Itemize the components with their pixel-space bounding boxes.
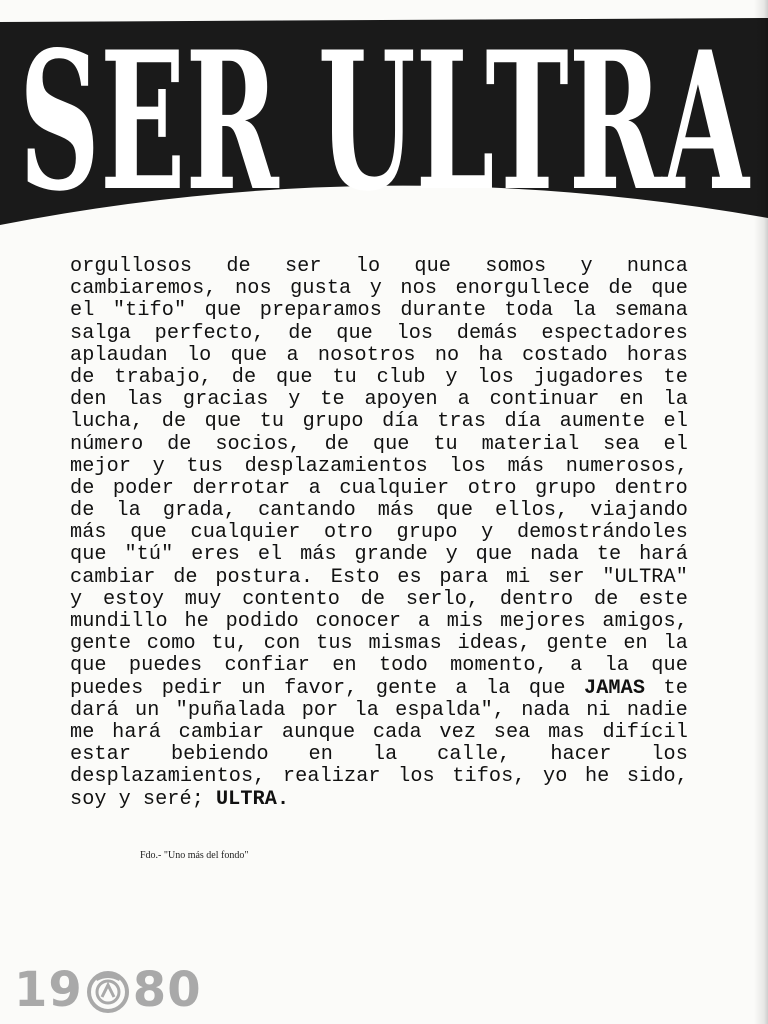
word: a [417, 610, 431, 633]
logo-digits-left: 19 [14, 962, 83, 1018]
word: muy [184, 587, 222, 611]
word: calle, [437, 743, 511, 767]
word: te [663, 365, 688, 389]
word: un [241, 676, 266, 700]
word: que [651, 654, 688, 678]
word: a [570, 654, 583, 678]
word: trabajo, [114, 365, 212, 389]
word: "ULTRA" [602, 565, 688, 589]
word: viajando [590, 499, 688, 523]
word: "tifo" [112, 299, 187, 323]
word: durante [400, 299, 486, 323]
word: lo [355, 255, 381, 278]
word: que [651, 277, 688, 301]
word: y [580, 255, 593, 278]
word: estar [70, 743, 132, 767]
word: somos [485, 255, 547, 278]
word: otro [324, 521, 373, 545]
word: jugadores [533, 365, 644, 389]
word: he [184, 610, 209, 633]
word: sea [603, 432, 640, 456]
word: la [486, 676, 511, 700]
word: de [324, 432, 350, 456]
word: tu [433, 432, 458, 456]
word: JAMAS [584, 676, 646, 700]
word: gente [70, 632, 132, 656]
word: lo [186, 343, 212, 367]
word: que [372, 432, 410, 456]
text-line [70, 766, 688, 788]
word: bebiendo [170, 743, 269, 767]
word: el [70, 299, 95, 323]
word: apoyen [364, 388, 438, 412]
word: la [571, 299, 597, 323]
word: de [70, 476, 95, 500]
word: nada [530, 543, 579, 567]
word: como [146, 632, 196, 656]
word: realizar [282, 765, 381, 789]
word: tus [186, 454, 224, 478]
word: la [604, 654, 629, 678]
word: cambiar [178, 720, 265, 744]
word: seré; [142, 787, 204, 811]
word: los [398, 765, 435, 789]
word: puedes [128, 654, 203, 678]
word: en [619, 388, 644, 412]
word: confiar [224, 654, 310, 678]
word: y [288, 388, 301, 412]
word: cambiar [70, 565, 156, 589]
word: postura. [215, 565, 314, 589]
banner-graphic [0, 0, 768, 230]
word: den [70, 388, 107, 412]
word: en [623, 632, 648, 656]
word: mejores [500, 610, 586, 633]
word: nadie [626, 698, 688, 722]
text-line [70, 478, 688, 500]
word: día [504, 410, 542, 434]
word: momento, [450, 654, 548, 678]
word: un [135, 698, 160, 722]
word: de [608, 277, 633, 301]
word: grupo [535, 476, 597, 500]
text-line [70, 434, 688, 456]
word: cambiaremos, [70, 277, 217, 301]
word: soy [70, 787, 107, 811]
word: a [457, 388, 470, 412]
word: que [70, 654, 107, 678]
word: hará [112, 720, 161, 744]
word: en [308, 743, 333, 767]
word: que [230, 343, 268, 367]
word: mejor [70, 454, 132, 478]
word: cualquier [339, 476, 450, 500]
word: aplaudan [70, 343, 168, 367]
word: numerosos, [565, 454, 688, 478]
title-banner [0, 0, 768, 230]
text-line [70, 345, 688, 367]
page-edge-shadow [754, 0, 768, 1024]
word: hacer [550, 743, 612, 767]
word: semana [614, 299, 688, 323]
word: contento [242, 587, 340, 611]
text-line [70, 567, 688, 589]
word: grande [354, 543, 428, 567]
word: puedes [70, 676, 144, 700]
word: las [126, 388, 164, 412]
word: más [70, 521, 107, 545]
word: de [161, 410, 187, 434]
word: continuar [489, 388, 600, 412]
text-line [70, 655, 688, 677]
word: aunque [281, 720, 356, 744]
word: demostrándoles [516, 521, 688, 545]
text-line [70, 611, 688, 633]
word: a [455, 676, 468, 700]
word: los [651, 743, 688, 767]
word: ni [586, 698, 611, 722]
word: cantando [258, 499, 356, 523]
word: club [376, 365, 426, 389]
word: dará [70, 698, 119, 722]
word: desplazamientos [244, 454, 428, 478]
word: sido, [626, 765, 688, 789]
word: más [300, 543, 337, 567]
word: cualquier [190, 521, 301, 545]
word: difícil [602, 720, 688, 744]
word: amigos, [602, 610, 688, 633]
page-title: SER ULTRA [19, 10, 751, 230]
word: de [70, 365, 95, 389]
text-line [70, 700, 688, 722]
word: grupo [302, 410, 364, 434]
word: socios, [215, 432, 301, 456]
word: de [173, 565, 198, 589]
word: no [434, 343, 460, 367]
logo-digits-right: 80 [132, 962, 202, 1018]
word: más [507, 454, 545, 478]
word: ser [284, 255, 322, 278]
word: vez [439, 720, 477, 744]
word: nada [521, 698, 571, 722]
word: sea [493, 720, 531, 744]
text-line [70, 522, 688, 544]
word: ellos, [495, 499, 569, 523]
word: costado [522, 343, 608, 367]
word: gente [546, 632, 608, 656]
word: nos [235, 277, 272, 301]
text-line [70, 323, 688, 345]
word: ha [478, 343, 503, 367]
word: y [118, 787, 131, 811]
text-line [70, 722, 688, 744]
word: Esto [330, 565, 380, 589]
word: el [257, 543, 283, 567]
word: y [369, 277, 382, 301]
word: de [288, 321, 313, 345]
word: tu [332, 365, 357, 389]
word: de [231, 365, 257, 389]
word: número [70, 432, 144, 456]
word: todo [378, 654, 428, 678]
word: el [663, 410, 688, 434]
word: poder [112, 476, 174, 500]
word: y [152, 454, 165, 478]
word: conocer [315, 610, 402, 633]
word: a [286, 343, 299, 367]
text-line [70, 633, 688, 655]
word: la [354, 698, 379, 722]
word: mundillo [70, 610, 168, 633]
word: me [70, 720, 95, 744]
word: este [639, 587, 688, 611]
text-line [70, 300, 688, 322]
word: que [436, 499, 474, 523]
word: cada [372, 720, 422, 744]
text-line [70, 744, 688, 766]
word: ser [548, 565, 585, 589]
word: derrotar [192, 476, 291, 500]
word: enorgullece [455, 277, 590, 301]
word: te [320, 388, 345, 412]
word: y [445, 543, 458, 567]
word: que [336, 321, 373, 345]
word: por [301, 698, 339, 722]
text-line [70, 589, 688, 611]
word: a [308, 476, 321, 500]
word: eres [191, 543, 240, 567]
word: estoy [102, 587, 165, 611]
word: de [167, 432, 192, 456]
word: que [204, 299, 242, 323]
word: material [481, 432, 580, 456]
word: tus [316, 632, 353, 656]
word: pedir [161, 676, 223, 700]
word: los [449, 454, 487, 478]
text-line [70, 389, 688, 411]
word: espectadores [541, 321, 688, 345]
word: aumente [559, 410, 646, 434]
word: demás [456, 321, 518, 345]
word: de [360, 587, 386, 611]
word: nos [400, 277, 438, 301]
word: favor, [284, 676, 358, 700]
text-line [70, 678, 688, 700]
word: que [475, 543, 513, 567]
word: desplazamientos, [70, 765, 266, 789]
signature: Fdo.- "Uno más del fondo" [140, 850, 249, 861]
word: y [445, 365, 458, 389]
logo [14, 960, 214, 1020]
word: para [439, 565, 489, 589]
word: la [663, 632, 688, 656]
text-line [70, 544, 688, 566]
word: día [382, 410, 419, 434]
word: la [116, 499, 141, 523]
word: la [372, 743, 398, 767]
word: la [663, 388, 688, 412]
word: gente [375, 676, 437, 700]
text-line [70, 789, 688, 811]
word: que [528, 676, 566, 700]
word: gracias [182, 388, 269, 412]
word: preparamos [259, 299, 382, 323]
word: dentro [614, 476, 688, 500]
text-line [70, 256, 688, 278]
text-line [70, 456, 688, 478]
word: y [481, 521, 494, 545]
word: mis [446, 610, 484, 633]
word: serlo, [405, 587, 480, 611]
word: salga [70, 321, 132, 345]
word: de [593, 587, 619, 611]
word: "tú" [124, 543, 174, 567]
word: los [477, 365, 514, 389]
text-line [70, 411, 688, 433]
word: mas [548, 720, 585, 744]
word: grada, [162, 499, 237, 523]
word: orgullosos [70, 255, 193, 278]
word: el [663, 432, 688, 456]
word: y [70, 587, 83, 611]
word: ideas, [457, 632, 531, 656]
word: con [263, 632, 301, 656]
word: los [396, 321, 434, 345]
word: dentro [499, 587, 574, 611]
word: tu [259, 410, 285, 434]
word: te [663, 676, 688, 700]
word: ULTRA. [215, 787, 290, 811]
word: grupo [396, 521, 458, 545]
word: tu, [211, 632, 249, 656]
word: mi [505, 565, 531, 589]
word: podido [225, 610, 299, 633]
word: en [332, 654, 357, 678]
word: que [414, 255, 452, 278]
word: horas [626, 343, 688, 367]
word: te [596, 543, 622, 567]
word: espalda", [395, 698, 506, 722]
word: de [226, 255, 251, 278]
word: tras [437, 410, 487, 434]
word: lucha, [70, 410, 144, 434]
word: otro [467, 476, 517, 500]
word: mismas [368, 632, 442, 656]
word: toda [504, 299, 554, 323]
word: yo [543, 765, 568, 789]
word: "puñalada [175, 698, 286, 722]
word: tifos, [452, 765, 526, 789]
article-body [70, 256, 688, 811]
word: nunca [626, 255, 688, 278]
word: es [397, 565, 422, 589]
word: que [204, 410, 242, 434]
word: que [275, 365, 313, 389]
word: que [130, 521, 167, 545]
word: más [377, 499, 415, 523]
word: hará [639, 543, 688, 567]
word: nosotros [317, 343, 416, 367]
text-line [70, 278, 688, 300]
word: gusta [290, 277, 352, 301]
word: he [584, 765, 610, 789]
text-line [70, 367, 688, 389]
text-line [70, 500, 688, 522]
word: perfecto, [154, 321, 265, 345]
word: de [70, 499, 95, 523]
word: que [70, 543, 107, 567]
club-crest-icon [85, 967, 131, 1013]
